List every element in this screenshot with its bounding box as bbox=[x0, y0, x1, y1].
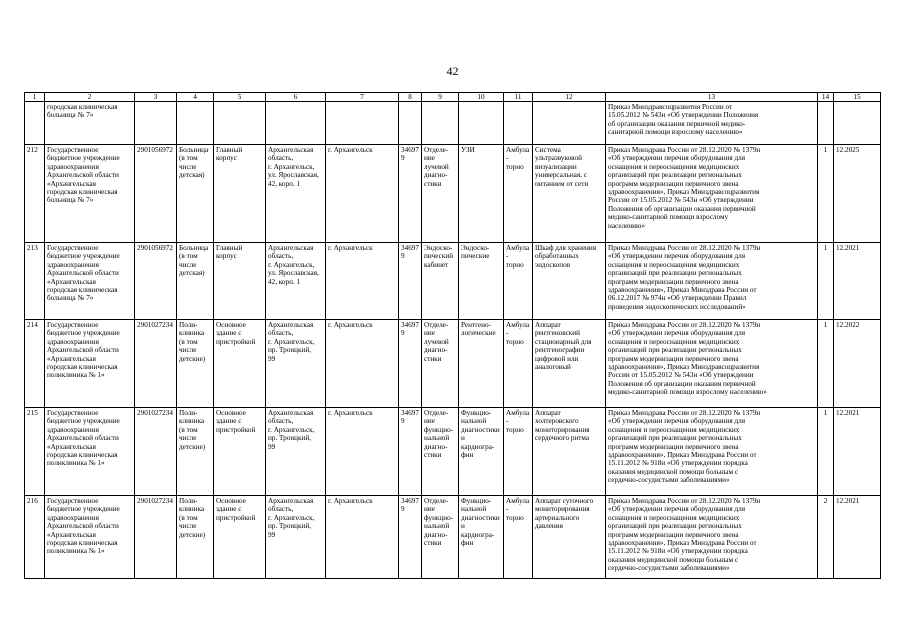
cell-num: 213 bbox=[25, 243, 45, 320]
column-header: 10 bbox=[459, 93, 504, 102]
cell-date: 12.2021 bbox=[834, 408, 881, 496]
cell-index bbox=[399, 102, 422, 145]
cell-type: Больница (в том числе детская) bbox=[177, 145, 214, 243]
column-header: 2 bbox=[45, 93, 135, 102]
cell-inn: 2901056972 bbox=[135, 145, 177, 243]
continuation-row bbox=[25, 102, 881, 145]
cell-care: Амбула- торно bbox=[504, 145, 533, 243]
column-header: 6 bbox=[266, 93, 326, 102]
cell-basis: Приказ Минздрава России от 28.12.2020 № 1379н «Об утверждении перечня оборудования для оснащения и переоснащения медицинских организаций при реализации региональных программ модернизации первичного звена здравоохранения», Приказ Минздрава России от 15.11.2012 № 918н «Об утверждении порядка оказания медицинской помощи больным с сердечно-сосудистыми заболеваниями» bbox=[606, 496, 818, 579]
cell-name: Государственное бюджетное учреждение здравоохранения Архангельской области «Архангельская городская клиническая поликлиника № 1» bbox=[45, 408, 135, 496]
cell-date: 12.2025 bbox=[834, 145, 881, 243]
cell-name: Государственное бюджетное учреждение здравоохранения Архангельской области «Архангельская городская клиническая больница № 7» bbox=[45, 145, 135, 243]
cell-type: Поли- клиника (в том числе детские) bbox=[177, 408, 214, 496]
cell-basis: Приказ Минздрава России от 28.12.2020 № 1379н «Об утверждении перечня оборудования для оснащения и переоснащения медицинских организаций при реализации региональных программ модернизации первичного звена здравоохранения», Приказ Минздрава России от 15.11.2012 № 918н «Об утверждении порядка оказания медицинской помощи больным с сердечно-сосудистыми заболеваниями» bbox=[606, 408, 818, 496]
cell-city: г. Архангельск bbox=[326, 496, 399, 579]
cell-equipment: Система ультразвуковой визуализации универсальная, с питанием от сети bbox=[533, 145, 606, 243]
column-header: 15 bbox=[834, 93, 881, 102]
cell-num: 212 bbox=[25, 145, 45, 243]
cell-qty: 1 bbox=[818, 320, 834, 408]
cell-profile bbox=[459, 102, 504, 145]
cell-dept: Отделе- ние функцио- нальной диагно- стики bbox=[422, 496, 459, 579]
cell-profile: Функцио- нальной диагностики и кардиогра- фии bbox=[459, 496, 504, 579]
cell-qty bbox=[818, 102, 834, 145]
cell-dept bbox=[422, 102, 459, 145]
cell-address bbox=[266, 102, 326, 145]
cell-name: Государственное бюджетное учреждение здравоохранения Архангельской области «Архангельская городская клиническая больница № 7» bbox=[45, 243, 135, 320]
cell-inn: 2901056972 bbox=[135, 243, 177, 320]
column-header: 3 bbox=[135, 93, 177, 102]
table-row bbox=[25, 243, 881, 320]
cell-index: 346979 bbox=[399, 243, 422, 320]
cell-address: Архангельская область, г. Архангельск, ул. Ярославская, 42, корп. 1 bbox=[266, 145, 326, 243]
cell-qty: 1 bbox=[818, 145, 834, 243]
cell-type: Поли- клиника (в том числе детские) bbox=[177, 496, 214, 579]
table-row bbox=[25, 496, 881, 579]
cell-building: Основное здание с пристройкой bbox=[214, 496, 266, 579]
column-header: 11 bbox=[504, 93, 533, 102]
cell-date: 12.2021 bbox=[834, 243, 881, 320]
cell-inn: 2901027234 bbox=[135, 320, 177, 408]
cell-profile: Эндоско- пические bbox=[459, 243, 504, 320]
cell-num: 216 bbox=[25, 496, 45, 579]
column-header: 14 bbox=[818, 93, 834, 102]
cell-dept: Эндоско- пический кабинет bbox=[422, 243, 459, 320]
table-row bbox=[25, 320, 881, 408]
column-header: 1 bbox=[25, 93, 45, 102]
cell-name: Государственное бюджетное учреждение здравоохранения Архангельской области «Архангельская городская клиническая поликлиника № 1» bbox=[45, 320, 135, 408]
cell-city: г. Архангельск bbox=[326, 145, 399, 243]
cell-name: Государственное бюджетное учреждение здравоохранения Архангельской области «Архангельская городская клиническая поликлиника № 1» bbox=[45, 496, 135, 579]
cell-equipment: Аппарат суточного мониторирования артериального давления bbox=[533, 496, 606, 579]
column-header: 5 bbox=[214, 93, 266, 102]
cell-inn: 2901027234 bbox=[135, 408, 177, 496]
cell-inn bbox=[135, 102, 177, 145]
cell-care bbox=[504, 102, 533, 145]
column-header: 4 bbox=[177, 93, 214, 102]
cell-building bbox=[214, 102, 266, 145]
column-header: 13 bbox=[606, 93, 818, 102]
cell-city: г. Архангельск bbox=[326, 243, 399, 320]
cell-index: 346979 bbox=[399, 320, 422, 408]
cell-num: 214 bbox=[25, 320, 45, 408]
cell-name: городская клиническая больница № 7» bbox=[45, 102, 135, 145]
cell-profile: Рентгено- логические bbox=[459, 320, 504, 408]
cell-dept: Отделе- ние функцио- нальной диагно- стики bbox=[422, 408, 459, 496]
cell-address: Архангельская область, г. Архангельск, пр. Троицкий, 99 bbox=[266, 320, 326, 408]
table-row bbox=[25, 145, 881, 243]
cell-qty: 1 bbox=[818, 408, 834, 496]
cell-address: Архангельская область, г. Архангельск, пр. Троицкий, 99 bbox=[266, 496, 326, 579]
column-header: 9 bbox=[422, 93, 459, 102]
cell-care: Амбула- торно bbox=[504, 496, 533, 579]
cell-type: Больница (в том числе детская) bbox=[177, 243, 214, 320]
page-number: 42 bbox=[446, 64, 459, 78]
column-header: 8 bbox=[399, 93, 422, 102]
cell-profile: Функцио- нальной диагностики и кардиогра- фии bbox=[459, 408, 504, 496]
cell-equipment: Шкаф для хранения обработанных эндоскопов bbox=[533, 243, 606, 320]
cell-profile: УЗИ bbox=[459, 145, 504, 243]
cell-address: Архангельская область, г. Архангельск, ул. Ярославская, 42, корп. 1 bbox=[266, 243, 326, 320]
cell-basis: Приказ Минздрава России от 28.12.2020 № 1379н «Об утверждении перечня оборудования для оснащения и переоснащения медицинских организаций при реализации региональных программ модернизации первичного звена здравоохранения», Приказ Минздрава России от 06.12.2017 № 974н «Об утверждении Правил проведения эндоскопических исследований» bbox=[606, 243, 818, 320]
cell-date: 12.2022 bbox=[834, 320, 881, 408]
cell-equipment: Аппарат рентгеновский стационарный для рентгенографии цифровой или аналоговый bbox=[533, 320, 606, 408]
column-header: 7 bbox=[326, 93, 399, 102]
column-header: 12 bbox=[533, 93, 606, 102]
cell-num bbox=[25, 102, 45, 145]
cell-inn: 2901027234 bbox=[135, 496, 177, 579]
cell-date: 12.2021 bbox=[834, 496, 881, 579]
cell-qty: 1 bbox=[818, 243, 834, 320]
cell-index: 346979 bbox=[399, 145, 422, 243]
cell-qty: 2 bbox=[818, 496, 834, 579]
cell-index: 346979 bbox=[399, 408, 422, 496]
cell-building: Главный корпус bbox=[214, 243, 266, 320]
cell-basis: Приказ Минздрава России от 28.12.2020 № 1379н «Об утверждении перечня оборудования для оснащения и переоснащения медицинских организаций при реализации региональных программ модернизации первичного звена здравоохранения», Приказ Минздравсоцразвития России от 15.05.2012 № 543н «Об утверждении Положения об организации оказания первичной медико-санитарной помощи взрослому населению» bbox=[606, 145, 818, 243]
cell-basis: Приказ Минздравсоцразвития России от 15.05.2012 № 543н «Об утверждении Положения об организации оказания первичной медико- санитарной помощи взрослому населению» bbox=[606, 102, 818, 145]
cell-city bbox=[326, 102, 399, 145]
cell-dept: Отделе- ние лучевой диагно- стики bbox=[422, 145, 459, 243]
cell-care: Амбула- торно bbox=[504, 408, 533, 496]
cell-equipment: Аппарат холтеровского мониторирования сердечного ритма bbox=[533, 408, 606, 496]
cell-equipment bbox=[533, 102, 606, 145]
cell-basis: Приказ Минздрава России от 28.12.2020 № 1379н «Об утверждении перечня оборудования для оснащения и переоснащения медицинских организаций при реализации региональных программ модернизации первичного звена здравоохранения», Приказ Минздравсоцразвития России от 15.05.2012 № 543н «Об утверждении Положения об организации оказания первичной медико-санитарной помощи взрослому населению» bbox=[606, 320, 818, 408]
cell-type: Поли- клиника (в том числе детские) bbox=[177, 320, 214, 408]
cell-num: 215 bbox=[25, 408, 45, 496]
cell-index: 346979 bbox=[399, 496, 422, 579]
cell-dept: Отделе- ние лучевой диагно- стики bbox=[422, 320, 459, 408]
cell-building: Главный корпус bbox=[214, 145, 266, 243]
cell-date bbox=[834, 102, 881, 145]
table-row bbox=[25, 408, 881, 496]
header-row bbox=[25, 93, 881, 102]
cell-city: г. Архангельск bbox=[326, 408, 399, 496]
cell-care: Амбула- торно bbox=[504, 320, 533, 408]
cell-type bbox=[177, 102, 214, 145]
cell-building: Основное здание с пристройкой bbox=[214, 408, 266, 496]
cell-address: Архангельская область, г. Архангельск, пр. Троицкий, 99 bbox=[266, 408, 326, 496]
equipment-table bbox=[24, 92, 881, 579]
cell-care: Амбула- торно bbox=[504, 243, 533, 320]
cell-city: г. Архангельск bbox=[326, 320, 399, 408]
cell-building: Основное здание с пристройкой bbox=[214, 320, 266, 408]
